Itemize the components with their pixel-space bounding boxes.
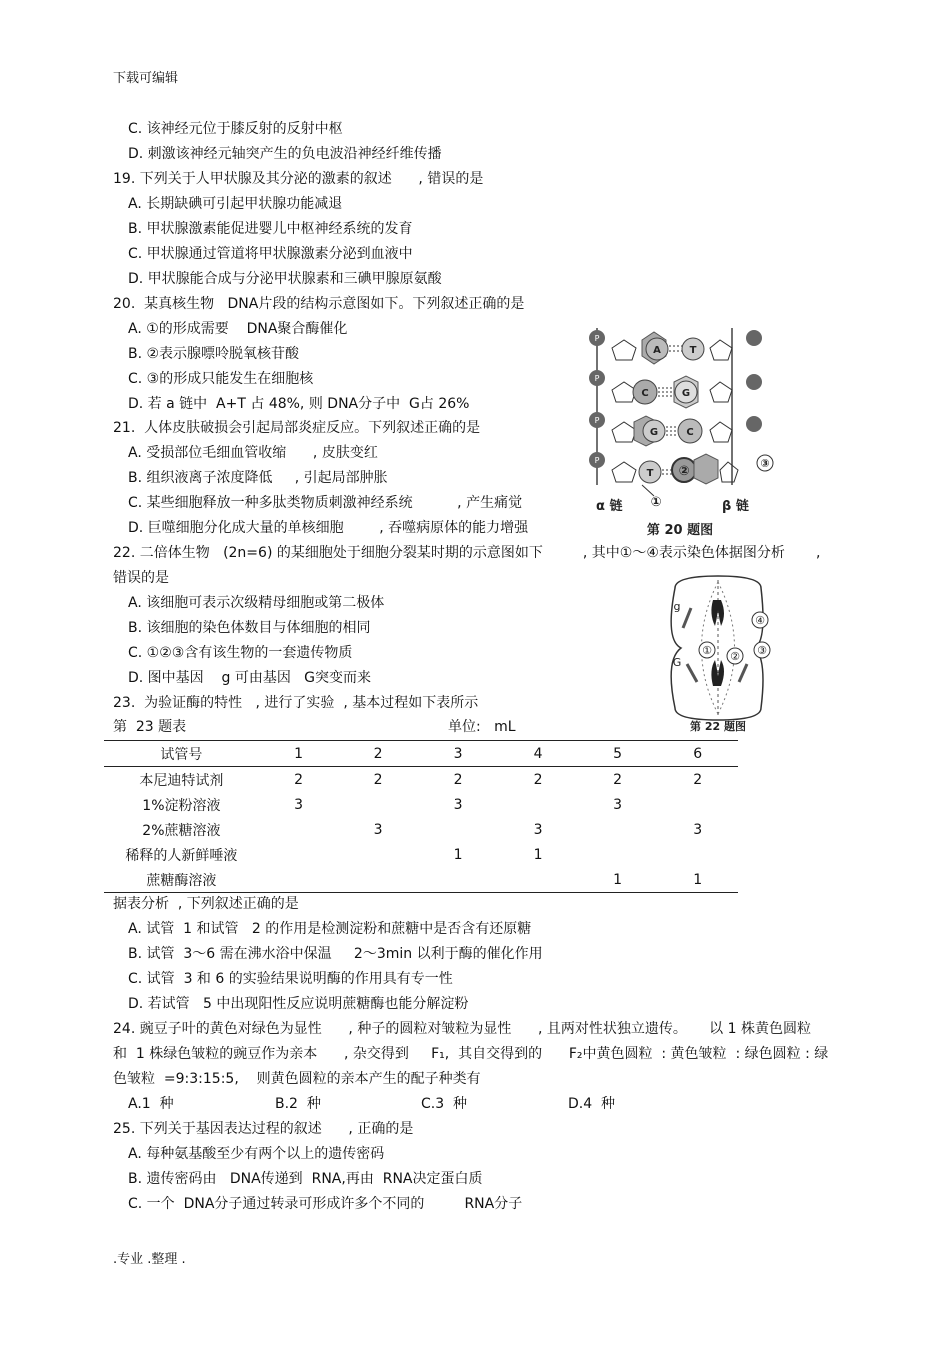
table-23-unit: 单位: mL (448, 719, 516, 735)
table-cell: 1 (533, 846, 543, 863)
table-cell (657, 792, 738, 817)
table-cell (338, 792, 418, 817)
table-cell (338, 842, 418, 867)
table-header-cell: 4 (498, 741, 578, 767)
table-row-label: 蔗糖酶溶液 (104, 867, 259, 893)
table-cell: 2 (693, 771, 703, 788)
table-cell (657, 842, 738, 867)
cell-division-figure (655, 568, 781, 734)
q24-option-a: A.1 种 (128, 1096, 174, 1112)
table-cell: 3 (453, 796, 463, 813)
table-cell: 1 (578, 867, 658, 893)
table-cell: 2 (373, 771, 383, 788)
table-header-cell: 2 (338, 741, 418, 767)
q22-option-a: A. 该细胞可表示次级精母细胞或第二极体 (128, 595, 385, 611)
table-cell: 3 (373, 821, 383, 838)
phosphate-label: P (594, 334, 600, 343)
q18-option-d: D. 刺激该神经元轴突产生的负电波沿神经纤维传播 (128, 146, 442, 162)
q22-stem: 22. 二倍体生物 (2n=6) 的某细胞处于细胞分裂某时期的示意图如下 , 其中①～④表示染色体据图分析 , (113, 545, 821, 561)
base-g-label: G (649, 427, 659, 438)
table-row-label: 本尼迪特试剂 (139, 772, 224, 789)
table-row (104, 867, 738, 893)
q24-option-d: D.4 种 (568, 1096, 616, 1112)
experiment-table (104, 740, 738, 893)
table-cell: 2 (533, 771, 543, 788)
q24-stem-line2: 和 1 株绿色皱粒的豌豆作为亲本 , 杂交得到 F₁, 其自交得到的 F₂中黄色圆粒 : 黄色皱粒 : 绿色圆粒 : 绿 (113, 1046, 829, 1062)
q20-option-c: C. ③的形成只能发生在细胞核 (128, 371, 314, 387)
q23-stem: 23. 为验证酶的特性 , 进行了实验 , 基本过程如下表所示 (113, 695, 479, 711)
base-pair-row-1 (589, 330, 762, 364)
table-header-cell: 1 (259, 741, 339, 767)
q20-option-d: D. 若 a 链中 A+T 占 48%, 则 DNA分子中 G占 26% (128, 396, 470, 412)
table-23-title: 第 23 题表 (113, 719, 187, 735)
table-cell: 3 (613, 796, 623, 813)
base-pair-row-3 (589, 412, 762, 446)
gene-g-label: g (673, 600, 681, 613)
q23-option-d: D. 若试管 5 中出现阳性反应说明蔗糖酶也能分解淀粉 (128, 996, 469, 1012)
table-cell (578, 842, 658, 867)
q19-option-a: A. 长期缺碘可引起甲状腺功能减退 (128, 196, 343, 212)
table-cell (498, 792, 578, 817)
q24-option-c: C.3 种 (421, 1096, 468, 1112)
base-a-label: A (653, 345, 661, 356)
table-header-cell: 试管号 (104, 741, 259, 767)
phosphate-label: P (594, 374, 600, 383)
q18-option-c: C. 该神经元位于膝反射的反射中枢 (128, 121, 343, 137)
q22-option-b: B. 该细胞的染色体数目与体细胞的相同 (128, 620, 371, 636)
base-g-label: G (681, 388, 691, 399)
table-row-label: 稀释的人新鲜唾液 (125, 847, 238, 864)
chromosome-2-label: ② (730, 650, 740, 663)
q24-stem-line3: 色皱粒 =9:3:15:5, 则黄色圆粒的亲本产生的配子种类有 (113, 1071, 481, 1087)
table-cell (259, 867, 339, 893)
q23-option-b: B. 试管 3～6 需在沸水浴中保温 2～3min 以利于酶的催化作用 (128, 946, 543, 962)
phosphate-label: P (594, 416, 600, 425)
phosphate-label: P (594, 456, 600, 465)
cell-diagram (655, 568, 781, 734)
q20-option-a: A. ①的形成需要 DNA聚合酶催化 (128, 321, 348, 337)
base-t-label: T (689, 345, 697, 356)
figure-20-caption: 第 20 题图 (646, 523, 714, 538)
q24-option-b: B.2 种 (275, 1096, 321, 1112)
table-row (104, 792, 738, 817)
q19-option-c: C. 甲状腺通过管道将甲状腺激素分泌到血液中 (128, 246, 413, 262)
table-cell (259, 842, 339, 867)
gene-G-label: G (672, 656, 682, 669)
table-cell: 3 (533, 821, 543, 838)
table-cell: 1 (657, 867, 738, 893)
q25-option-b: B. 遗传密码由 DNA传递到 RNA,再由 RNA决定蛋白质 (128, 1171, 483, 1187)
page-footer: .专业 .整理 . (113, 1252, 186, 1267)
q19-stem: 19. 下列关于人甲状腺及其分泌的激素的叙述 , 错误的是 (113, 171, 484, 187)
q21-option-b: B. 组织液离子浓度降低 , 引起局部肿胀 (128, 470, 388, 486)
table-cell (578, 817, 658, 842)
base-t-label: T (646, 468, 654, 479)
q21-option-c: C. 某些细胞释放一种多肽类物质刺激神经系统 , 产生痛觉 (128, 495, 523, 511)
table-cell: 2 (294, 771, 304, 788)
table-cell (498, 867, 578, 893)
base-pair-row-2 (589, 370, 762, 408)
base-c-label: C (686, 427, 694, 438)
q22-stem-continued: 错误的是 (113, 570, 169, 586)
table-row (104, 842, 738, 867)
q20-option-b: B. ②表示腺嘌呤脱氧核苷酸 (128, 346, 300, 362)
q22-option-d: D. 图中基因 g 可由基因 G突变而来 (128, 670, 372, 686)
page-header: 下载可编辑 (113, 71, 179, 86)
base-c-label: C (641, 388, 649, 399)
chromosome-1-label: ① (702, 644, 712, 657)
table-cell (418, 817, 499, 842)
table-cell (259, 817, 339, 842)
alpha-chain-label: α 链 (596, 499, 623, 514)
figure-22-caption: 第 22 题图 (690, 720, 746, 733)
table-header-cell: 5 (578, 741, 658, 767)
table-cell: 3 (693, 821, 703, 838)
table-cell: 3 (294, 796, 304, 813)
table-header-cell: 6 (657, 741, 738, 767)
table-cell: 2 (453, 771, 463, 788)
beta-chain-label: β 链 (722, 499, 749, 514)
q24-stem-line1: 24. 豌豆子叶的黄色对绿色为显性 , 种子的圆粒对皱粒为显性 , 且两对性状独立遗传。 以 1 株黄色圆粒 (113, 1021, 811, 1037)
table-row (104, 767, 738, 793)
table-row (104, 817, 738, 842)
q19-option-d: D. 甲状腺能合成与分泌甲状腺素和三碘甲腺原氨酸 (128, 271, 442, 287)
marker-3-label: ③ (760, 457, 770, 470)
table-cell (418, 867, 499, 893)
q25-option-a: A. 每种氨基酸至少有两个以上的遗传密码 (128, 1146, 385, 1162)
q25-stem: 25. 下列关于基因表达过程的叙述 , 正确的是 (113, 1121, 414, 1137)
q21-stem: 21. 人体皮肤破损会引起局部炎症反应。下列叙述正确的是 (113, 420, 481, 436)
marker-2-label: ② (678, 464, 690, 479)
table-cell: 1 (453, 846, 463, 863)
q23-option-c: C. 试管 3 和 6 的实验结果说明酶的作用具有专一性 (128, 971, 453, 987)
q22-option-c: C. ①②③含有该生物的一套遗传物质 (128, 645, 353, 661)
q19-option-b: B. 甲状腺激素能促进婴儿中枢神经系统的发育 (128, 221, 413, 237)
dna-structure-figure (582, 320, 778, 542)
dna-diagram (582, 320, 778, 542)
table-header-row (104, 741, 738, 767)
table-cell: 2 (613, 771, 623, 788)
chromosome-3-label: ③ (757, 644, 767, 657)
q20-stem: 20. 某真核生物 DNA片段的结构示意图如下。下列叙述正确的是 (113, 296, 525, 312)
q21-option-a: A. 受损部位毛细血管收缩 , 皮肤变红 (128, 445, 378, 461)
q25-option-c: C. 一个 DNA分子通过转录可形成许多个不同的 RNA分子 (128, 1196, 523, 1212)
q23-analysis-lead: 据表分析 , 下列叙述正确的是 (113, 896, 299, 912)
marker-1-label: ① (650, 495, 662, 510)
table-cell (338, 867, 418, 893)
table-row-label: 2%蔗糖溶液 (142, 822, 221, 839)
chromosome-4-label: ④ (755, 614, 765, 627)
q21-option-d: D. 巨噬细胞分化成大量的单核细胞 , 吞噬病原体的能力增强 (128, 520, 529, 536)
q23-option-a: A. 试管 1 和试管 2 的作用是检测淀粉和蔗糖中是否含有还原糖 (128, 921, 532, 937)
table-row-label: 1%淀粉溶液 (142, 797, 221, 814)
table-header-cell: 3 (418, 741, 499, 767)
